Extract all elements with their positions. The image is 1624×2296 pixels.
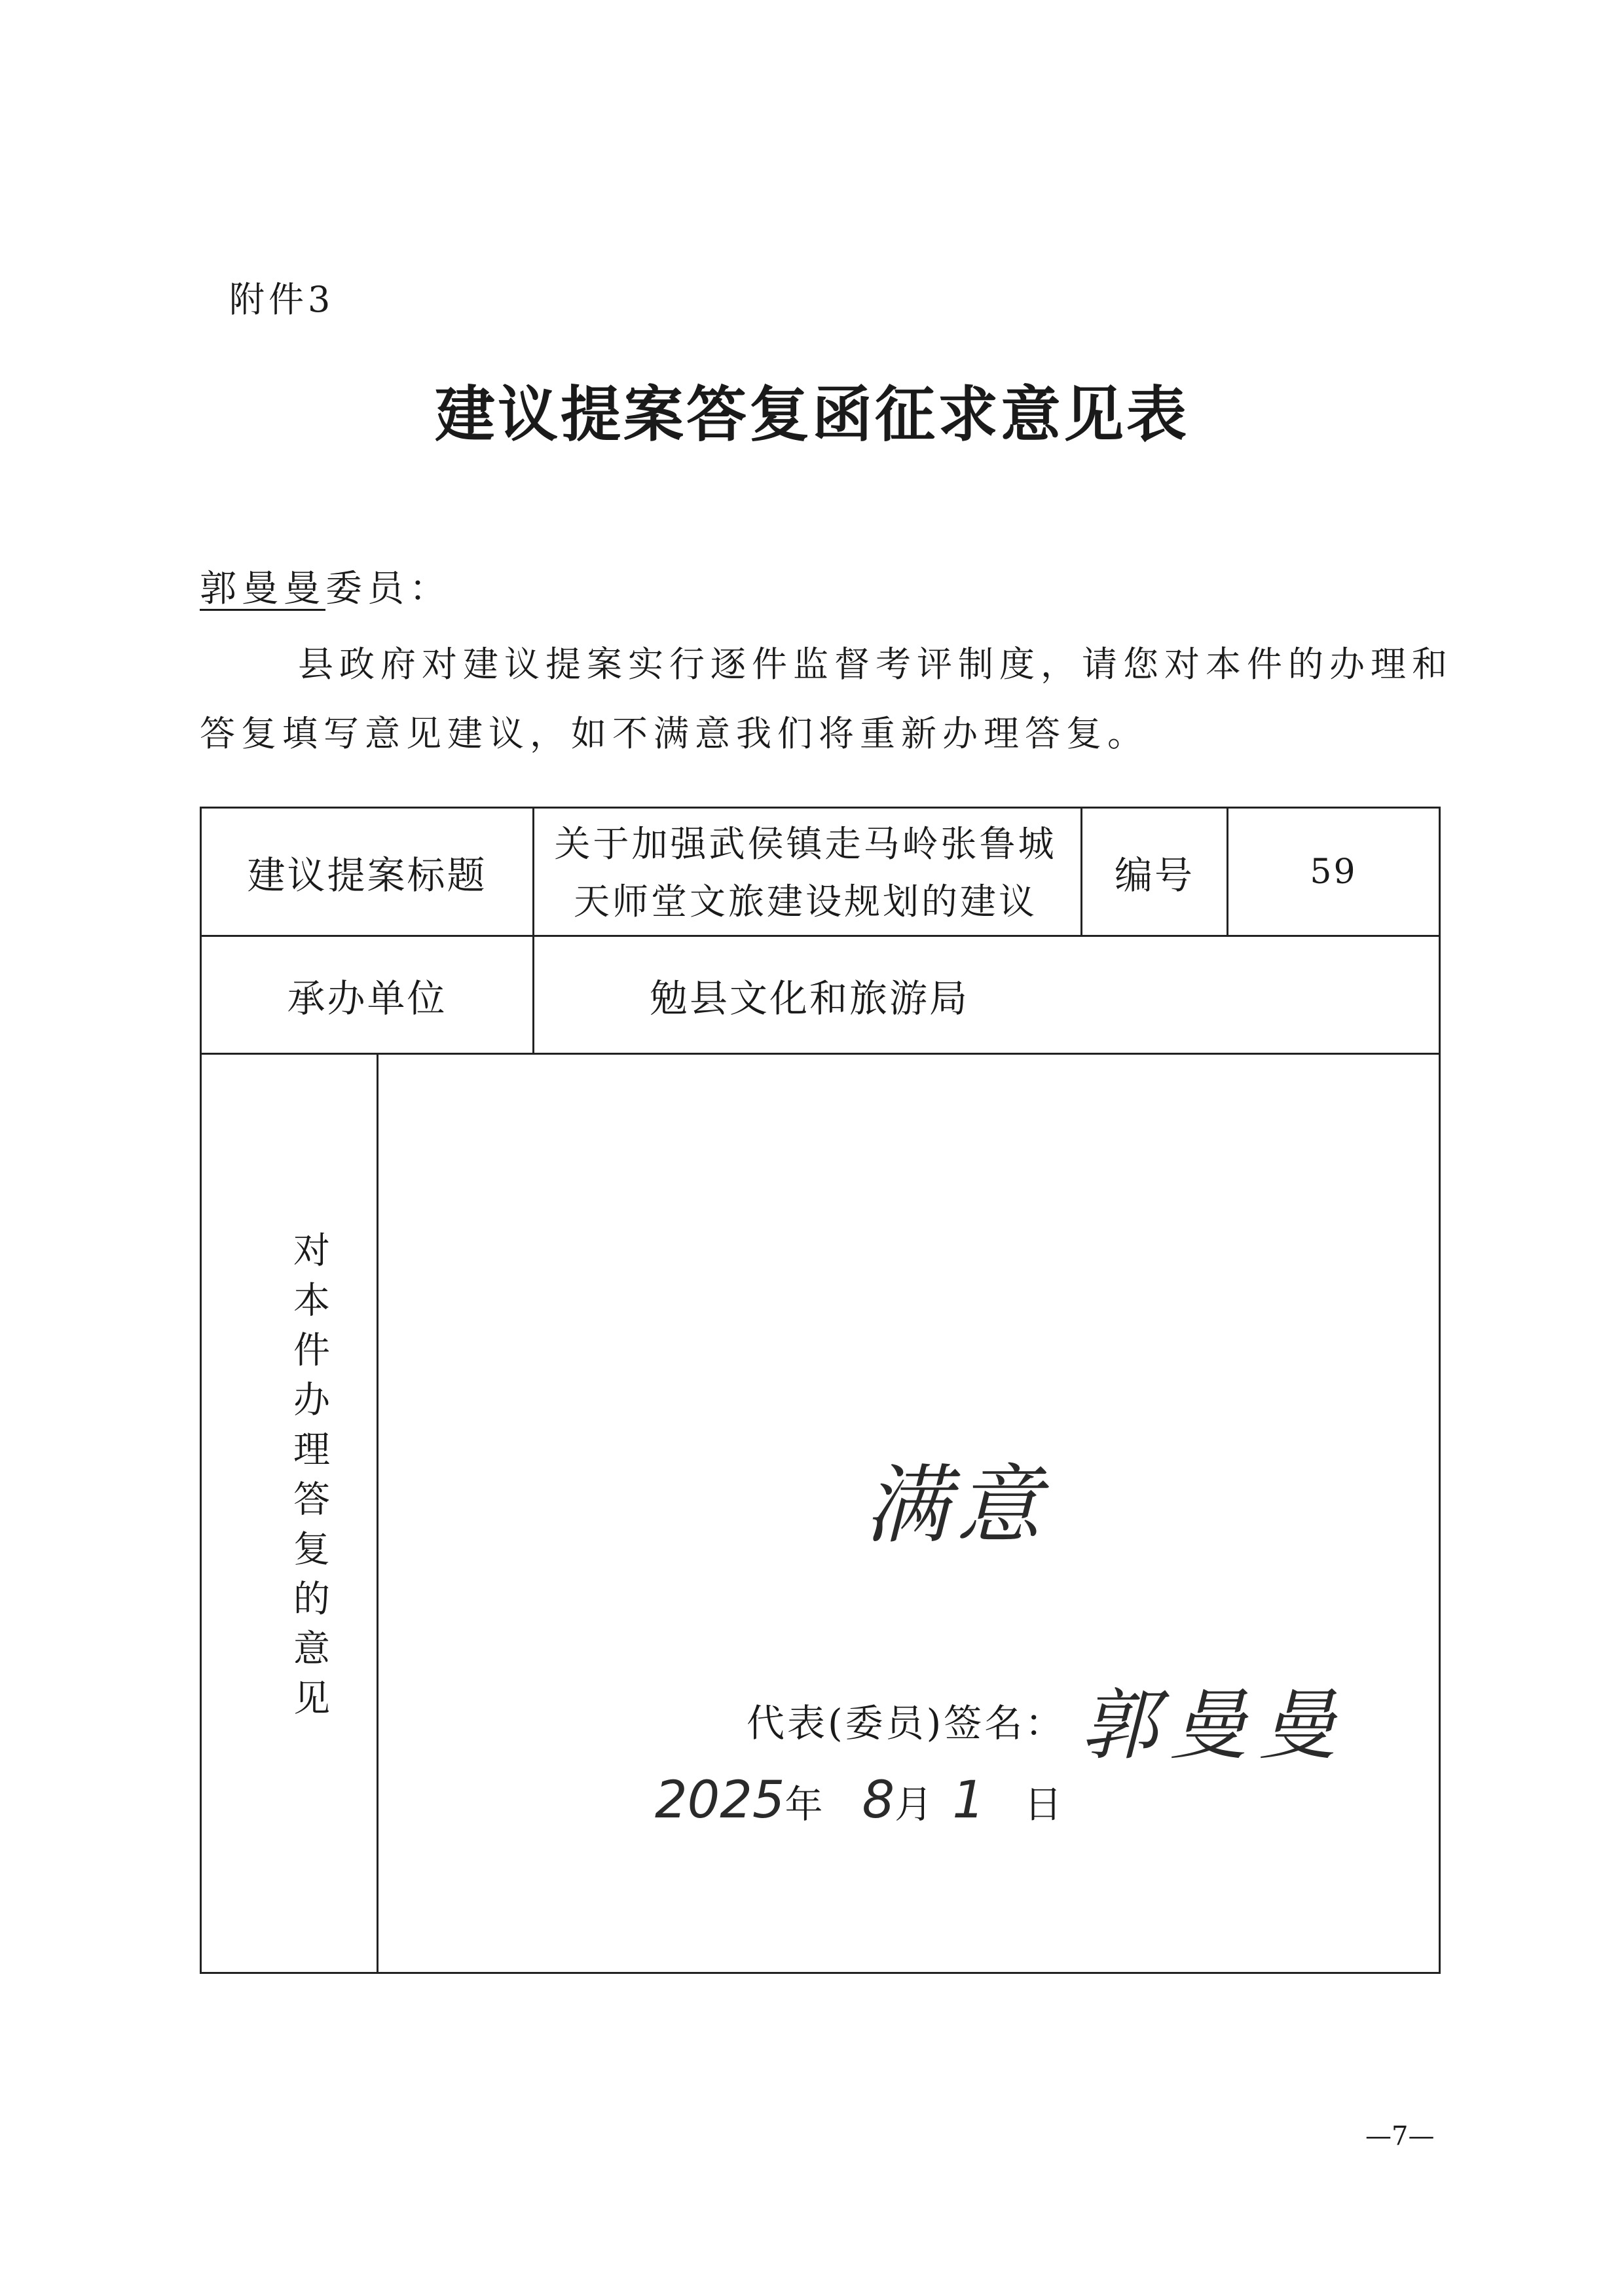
number-label: 编号: [1114, 852, 1194, 898]
date-day-suffix: 日: [1024, 1782, 1062, 1827]
recipient-name: 郭曼曼: [200, 568, 325, 610]
table-row-divider: [200, 1053, 1441, 1055]
table-border-bottom: [200, 1972, 1441, 1974]
number-value: 59: [1310, 852, 1357, 892]
handling-unit-label: 承办单位: [287, 975, 447, 1021]
intro-line-2: 答复填写意见建议，如不满意我们将重新办理答复。: [200, 713, 1149, 754]
recipient-suffix: 委员：: [325, 568, 451, 610]
attachment-label: 附件3: [229, 279, 335, 320]
salutation: [200, 560, 451, 612]
table-border-right: [1439, 807, 1441, 1974]
handling-unit-value: 勉县文化和旅游局: [649, 975, 969, 1021]
proposal-title-value: 关于加强武侯镇走马岭张鲁城 天师堂文旅建设规划的建议: [554, 822, 1057, 922]
opinion-label: 对本件办理答复的意见: [287, 1231, 330, 1728]
date: [655, 1771, 1062, 1830]
signature-label: 代表(委员)签名：: [747, 1701, 1066, 1745]
opinion-handwritten: 满意: [864, 1455, 1048, 1555]
page-number: —7—: [1365, 2121, 1435, 2151]
proposal-title-label: 建议提案标题: [247, 852, 487, 898]
date-month: 8: [862, 1771, 895, 1830]
date-year-suffix: 年: [784, 1782, 823, 1827]
table-column-divider: [377, 1053, 378, 1972]
date-month-suffix: 月: [895, 1782, 933, 1827]
signature: 郭曼曼: [1080, 1680, 1348, 1770]
date-day: 1: [952, 1771, 985, 1830]
date-year: 2025: [655, 1771, 785, 1830]
intro-line-1: 县政府对建议提案实行逐件监督考评制度，请您对本件的办理和: [298, 644, 1453, 685]
page-title: 建议提案答复函征求意见表: [434, 379, 1189, 450]
